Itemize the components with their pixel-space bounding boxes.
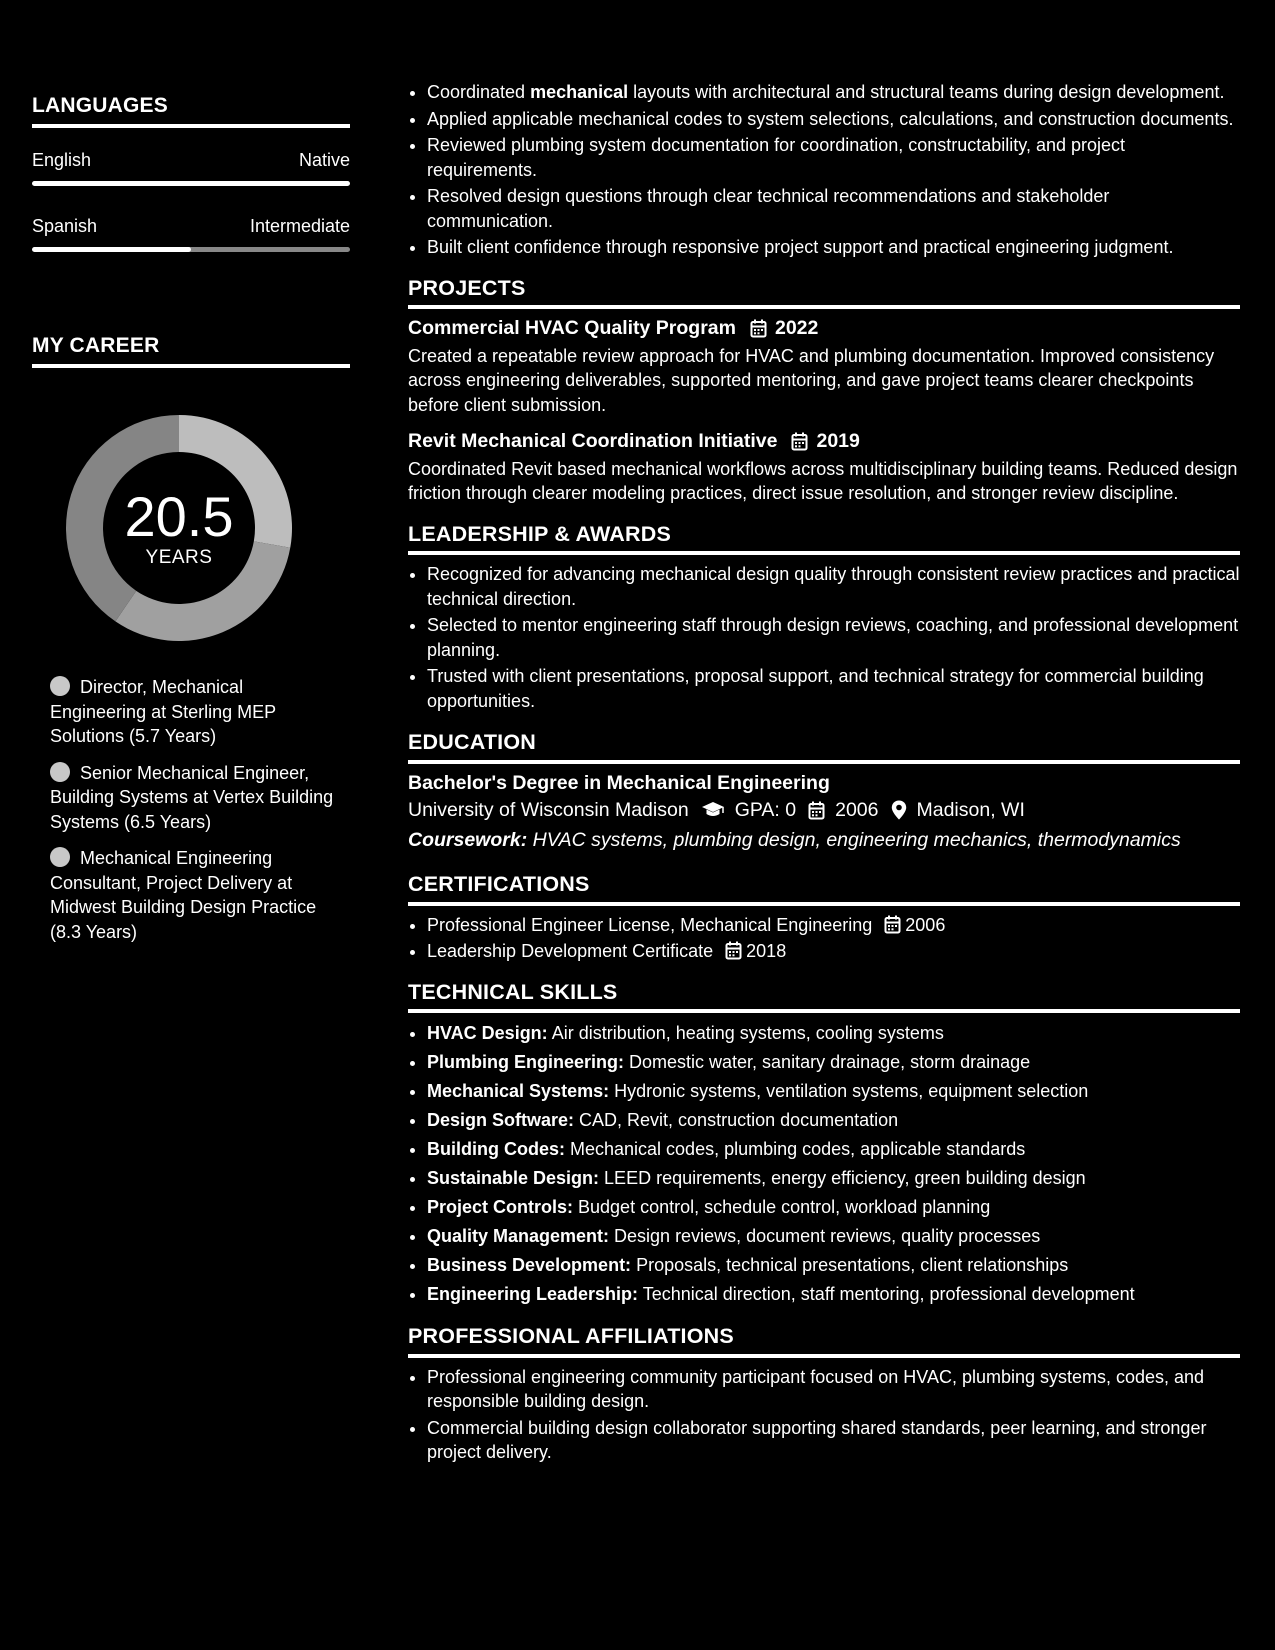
coursework-text: HVAC systems, plumbing design, engineering mechanics, thermodynamics [527, 828, 1181, 851]
skill-item [427, 1136, 1240, 1163]
skill-item [427, 1049, 1240, 1076]
skills-list [408, 1020, 1240, 1308]
skill-text: Domestic water, sanitary drainage, storm drainage [624, 1052, 1031, 1072]
project-title-row [408, 316, 1240, 341]
skill-label: HVAC Design: [427, 1023, 548, 1043]
affiliations-section [408, 1324, 1240, 1465]
skill-text: Proposals, technical presentations, client relationships [631, 1255, 1069, 1275]
project-description: Coordinated Revit based mechanical workflows across multidisciplinary building teams. Reduced design friction through clearer modeling practices, direct issue resolution, and stronger review discipline. [408, 458, 1238, 503]
affiliations-heading: PROFESSIONAL AFFILIATIONS [408, 1324, 1240, 1358]
language-level: Native [298, 150, 350, 170]
bullet-text: Coordinated [427, 82, 531, 102]
skill-label: Engineering Leadership: [427, 1284, 639, 1304]
skill-item [427, 1078, 1240, 1105]
skill-text: Hydronic systems, ventilation systems, equipment selection [609, 1081, 1089, 1101]
location: Madison, WI [916, 799, 1025, 821]
career-role-text: Mechanical Engineering Consultant, Project Delivery at Midwest Building Design Practice (8.3 Years) [50, 848, 317, 942]
skill-label: Building Codes: [427, 1139, 565, 1159]
affiliation-item: • Commercial building design collaborator supporting shared standards, peer learning, and stronger project delivery. [427, 1416, 1240, 1465]
education-section [408, 730, 1240, 852]
language-fill [32, 247, 191, 252]
language-row-english [32, 150, 350, 171]
language-name: Spanish [32, 216, 98, 236]
leadership-heading: LEADERSHIP & AWARDS [408, 522, 1240, 556]
languages-section [32, 94, 350, 252]
skill-item [427, 1194, 1240, 1221]
skill-label: Project Controls: [427, 1197, 574, 1217]
experience-bullets [408, 80, 1240, 260]
leadership-item: • Selected to mentor engineering staff through design reviews, coaching, and professional development planning. [427, 613, 1240, 662]
language-fill [32, 181, 350, 186]
language-level: Intermediate [249, 216, 350, 236]
skill-label: Design Software: [427, 1110, 575, 1130]
affiliation-item: • Professional engineering community participant focused on HVAC, plumbing systems, codes, and responsible building design. [427, 1365, 1240, 1414]
skill-text: Air distribution, heating systems, cooling systems [547, 1023, 944, 1043]
education-details [408, 798, 1240, 823]
skill-label: Mechanical Systems: [427, 1081, 610, 1101]
language-name: English [32, 150, 92, 170]
skill-label: Quality Management: [427, 1226, 610, 1246]
leadership-item: • Trusted with client presentations, proposal support, and technical strategy for commercial building opportunities. [427, 664, 1240, 713]
graduation-year: 2006 [835, 799, 879, 821]
bullet-bold-text: mechanical [530, 82, 629, 102]
project-title: Commercial HVAC Quality Program [408, 317, 736, 339]
skill-text: LEED requirements, energy efficiency, green building design [599, 1168, 1086, 1188]
skill-label: Sustainable Design: [427, 1168, 600, 1188]
certification-name: Professional Engineer License, Mechanical Engineering [427, 914, 873, 935]
calendar-icon [884, 915, 901, 934]
certifications-list [408, 913, 1240, 964]
calendar-icon [725, 941, 742, 960]
project-year: 2019 [816, 430, 860, 452]
skill-item [427, 1165, 1240, 1192]
project-description: Created a repeatable review approach for HVAC and plumbing documentation. Improved consistency across engineering deliverables, supported mentoring, and gave project teams clearer checkpoints before client submission. [408, 345, 1215, 415]
projects-section [408, 276, 1240, 506]
bullet-text: layouts with architectural and structural teams during design development. [628, 82, 1225, 102]
career-role-text: Director, Mechanical Engineering at Sterling MEP Solutions (5.7 Years) [50, 677, 276, 746]
leadership-item: • Recognized for advancing mechanical design quality through consistent review practices and practical technical direction. [427, 562, 1240, 611]
certification-item [427, 913, 1240, 938]
certifications-heading: CERTIFICATIONS [408, 872, 1240, 906]
leadership-section [408, 522, 1240, 714]
skill-text: CAD, Revit, construction documentation [574, 1110, 899, 1130]
gpa: GPA: 0 [734, 799, 797, 821]
certification-name: Leadership Development Certificate [427, 941, 714, 961]
bullet-dot-icon [50, 676, 70, 696]
language-row-spanish [32, 216, 350, 237]
language-bar-english [32, 181, 350, 186]
main-content [408, 0, 1240, 1467]
skill-item [427, 1252, 1240, 1279]
skill-text: Design reviews, document reviews, quality processes [609, 1226, 1041, 1246]
career-total-years: 20.5 [124, 485, 234, 548]
certification-year: 2018 [746, 941, 787, 961]
graduation-cap-icon [701, 801, 725, 819]
degree-title: Bachelor's Degree in Mechanical Engineering [408, 771, 830, 794]
career-role-list [50, 675, 340, 956]
experience-bullet [427, 80, 1240, 105]
sidebar [0, 0, 378, 1650]
school-name: University of Wisconsin Madison [408, 799, 689, 821]
skill-label: Plumbing Engineering: [427, 1052, 624, 1072]
experience-bullet: • Built client confidence through responsive project support and practical engineering judgment. [427, 235, 1240, 260]
language-bar-spanish [32, 247, 350, 252]
skill-item [427, 1107, 1240, 1134]
career-section [32, 334, 350, 368]
certifications-section [408, 872, 1240, 964]
calendar-icon [808, 801, 825, 820]
skills-heading: TECHNICAL SKILLS [408, 980, 1240, 1014]
career-donut-chart [66, 415, 292, 641]
affiliations-list [408, 1365, 1240, 1465]
experience-bullet: • Applied applicable mechanical codes to system selections, calculations, and construction documents. [427, 107, 1240, 132]
career-role-item [50, 675, 340, 749]
calendar-icon [750, 319, 767, 338]
career-role-item [50, 846, 340, 944]
skill-label: Business Development: [427, 1255, 632, 1275]
experience-bullet: • Reviewed plumbing system documentation for coordination, constructability, and project requirements. [427, 133, 1240, 182]
calendar-icon [791, 432, 808, 451]
bullet-dot-icon [50, 762, 70, 782]
languages-heading: LANGUAGES [32, 94, 350, 128]
career-role-text: Senior Mechanical Engineer, Building Systems at Vertex Building Systems (6.5 Years) [50, 762, 334, 832]
certification-item [427, 939, 1240, 964]
skills-section [408, 980, 1240, 1309]
project-title: Revit Mechanical Coordination Initiative [408, 430, 778, 452]
skill-item [427, 1223, 1240, 1250]
experience-bullet: • Resolved design questions through clear technical recommendations and stakeholder communication. [427, 184, 1240, 233]
bullet-dot-icon [50, 847, 70, 867]
career-role-item [50, 761, 340, 835]
skill-item [427, 1020, 1240, 1047]
leadership-list [408, 562, 1240, 713]
career-years-unit: YEARS [145, 547, 213, 568]
education-heading: EDUCATION [408, 730, 1240, 764]
coursework-label: Coursework: [408, 828, 528, 851]
career-heading: MY CAREER [32, 334, 350, 368]
skill-text: Technical direction, staff mentoring, professional development [638, 1284, 1135, 1304]
map-pin-icon [891, 800, 907, 820]
donut-center [66, 415, 292, 641]
coursework [408, 828, 1240, 853]
project-year: 2022 [774, 317, 819, 339]
skill-item [427, 1281, 1240, 1308]
skill-text: Budget control, schedule control, workload planning [573, 1197, 991, 1217]
certification-year: 2006 [905, 914, 946, 935]
skill-text: Mechanical codes, plumbing codes, applicable standards [565, 1139, 1026, 1159]
project-title-row [408, 429, 1240, 454]
projects-heading: PROJECTS [408, 276, 1240, 310]
